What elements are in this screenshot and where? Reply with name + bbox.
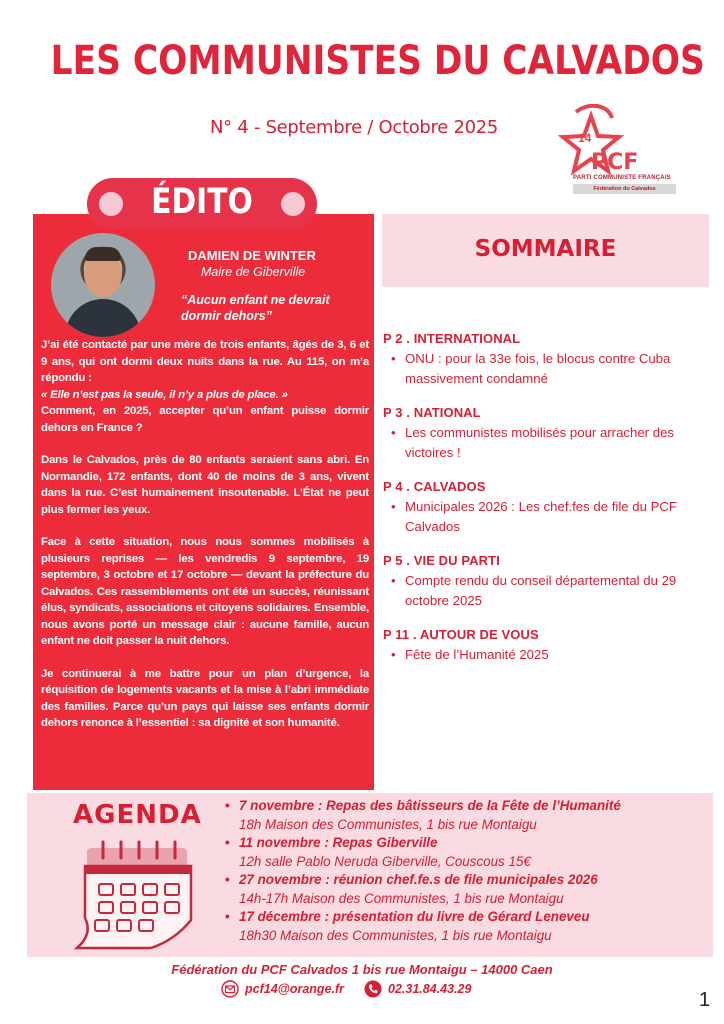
toc-section	[383, 553, 713, 611]
agenda-event	[225, 797, 705, 834]
sommaire-title: SOMMAIRE	[474, 236, 617, 262]
agenda-events	[225, 797, 705, 945]
event-title: • 11 novembre : Repas Giberville	[225, 834, 705, 853]
edito-paragraph: Je continuerai à me battre pour un plan d’urgence, la réquisition de logements vacants et la mise à l’abri immédiate des familles. Parce qu’un pays qui laisse ses enfants dormir dehors renonce à l’essentiel : sa dignité et son humanité.	[41, 667, 369, 729]
toc-section	[383, 479, 713, 537]
newsletter-title: LES COMMUNISTES DU CALVADOS	[50, 38, 705, 84]
event-title: • 7 novembre : Repas des bâtisseurs de la Fête de l’Humanité	[225, 797, 705, 816]
author-name: DAMIEN DE WINTER	[188, 248, 316, 263]
agenda-title: AGENDA	[73, 800, 202, 830]
table-of-contents	[383, 331, 713, 681]
agenda-event	[225, 908, 705, 945]
toc-section	[383, 627, 713, 665]
event-detail: 18h Maison des Communistes, 1 bis rue Montaigu	[239, 816, 537, 832]
logo-subtitle: PARTI COMMUNISTE FRANÇAIS	[573, 175, 671, 181]
email-address[interactable]: pcf14@orange.fr	[245, 982, 345, 996]
event-detail: 12h salle Pablo Neruda Giberville, Couscous 15€	[239, 853, 531, 869]
event-detail: 18h30 Maison des Communistes, 1 bis rue Montaigu	[239, 927, 552, 943]
edito-citation: « Elle n’est pas la seule, il n’y a plus de place. »	[41, 388, 288, 401]
logo-name: PCF	[591, 150, 639, 175]
toc-heading[interactable]: P 4 . CALVADOS	[383, 479, 486, 494]
toc-heading[interactable]: P 11 . AUTOUR DE VOUS	[383, 627, 539, 642]
edito-banner	[87, 178, 317, 230]
toc-heading[interactable]: P 3 . NATIONAL	[383, 405, 481, 420]
logo-number: 14	[578, 131, 592, 145]
toc-section	[383, 331, 713, 389]
toc-section	[383, 405, 713, 463]
edito-label: ÉDITO	[151, 182, 253, 222]
toc-heading[interactable]: P 5 . VIE DU PARTI	[383, 553, 500, 568]
edito-paragraph: Comment, en 2025, accepter qu’un enfant puisse dormir dehors en France ?	[41, 405, 369, 434]
email-icon	[221, 980, 239, 998]
agenda-event	[225, 834, 705, 871]
edito-paragraph: J’ai été contacté par une mère de trois enfants, âgés de 3, 6 et 9 ans, qui ont dormi deux nuits dans la rue. Au 115, on m’a répondu :	[41, 339, 369, 384]
toc-item: • Compte rendu du conseil départemental du 29 octobre 2025	[383, 571, 713, 611]
email-contact[interactable]	[221, 980, 344, 998]
toc-item: • Les communistes mobilisés pour arracher des victoires !	[383, 423, 713, 463]
edito-quote: “Aucun enfant ne devrait dormir dehors”	[181, 293, 330, 323]
sommaire-header	[382, 214, 709, 287]
edito-paragraph: Face à cette situation, nous nous sommes mobilisés à plusieurs reprises — les vendredis 9 septembre, 19 septembre, 3 octobre et 17 octobre — devant la préfecture du Calvados. Ces rassemblements ont été un succès, réunissant élus, syndicats, associations et citoyens solidaires. Ensemble, nous avons porté un message clair : aucune famille, aucun enfant ne doit passer la nuit dehors.	[41, 536, 369, 647]
event-title: • 17 décembre : présentation du livre de Gérard Leneveu	[225, 908, 705, 927]
event-title: • 27 novembre : réunion chef.fe.s de file municipales 2026	[225, 871, 705, 890]
toc-item: • Municipales 2026 : Les chef.fes de file du PCF Calvados	[383, 497, 713, 537]
calendar-icon	[55, 838, 205, 956]
edito-body	[41, 337, 369, 748]
agenda-event	[225, 871, 705, 908]
author-photo	[51, 233, 155, 337]
toc-item: • ONU : pour la 33e fois, le blocus contre Cuba massivement condamné	[383, 349, 713, 389]
page-number: 1	[699, 989, 711, 1011]
event-detail: 14h-17h Maison des Communistes, 1 bis rue Montaigu	[239, 890, 564, 906]
phone-icon	[364, 980, 382, 998]
edito-paragraph: Dans le Calvados, près de 80 enfants seraient sans abri. En Normandie, 172 enfants, dont 40 de moins de 3 ans, vivent dans la rue. C’est humainement insoutenable. L’État ne peut plus fermer les yeux.	[41, 454, 369, 516]
toc-heading[interactable]: P 2 . INTERNATIONAL	[383, 331, 521, 346]
phone-number[interactable]: 02.31.84.43.29	[388, 982, 472, 996]
toc-item: • Fête de l’Humanité 2025	[383, 645, 713, 665]
phone-contact[interactable]	[364, 980, 471, 998]
edito-panel	[33, 214, 374, 790]
issue-info: N° 4 - Septembre / Octobre 2025	[210, 117, 499, 138]
footer-address: Fédération du PCF Calvados 1 bis rue Montaigu – 14000 Caen	[171, 962, 553, 977]
author-role: Maire de Giberville	[201, 265, 306, 279]
logo-federation: Fédération du Calvados	[573, 184, 676, 194]
